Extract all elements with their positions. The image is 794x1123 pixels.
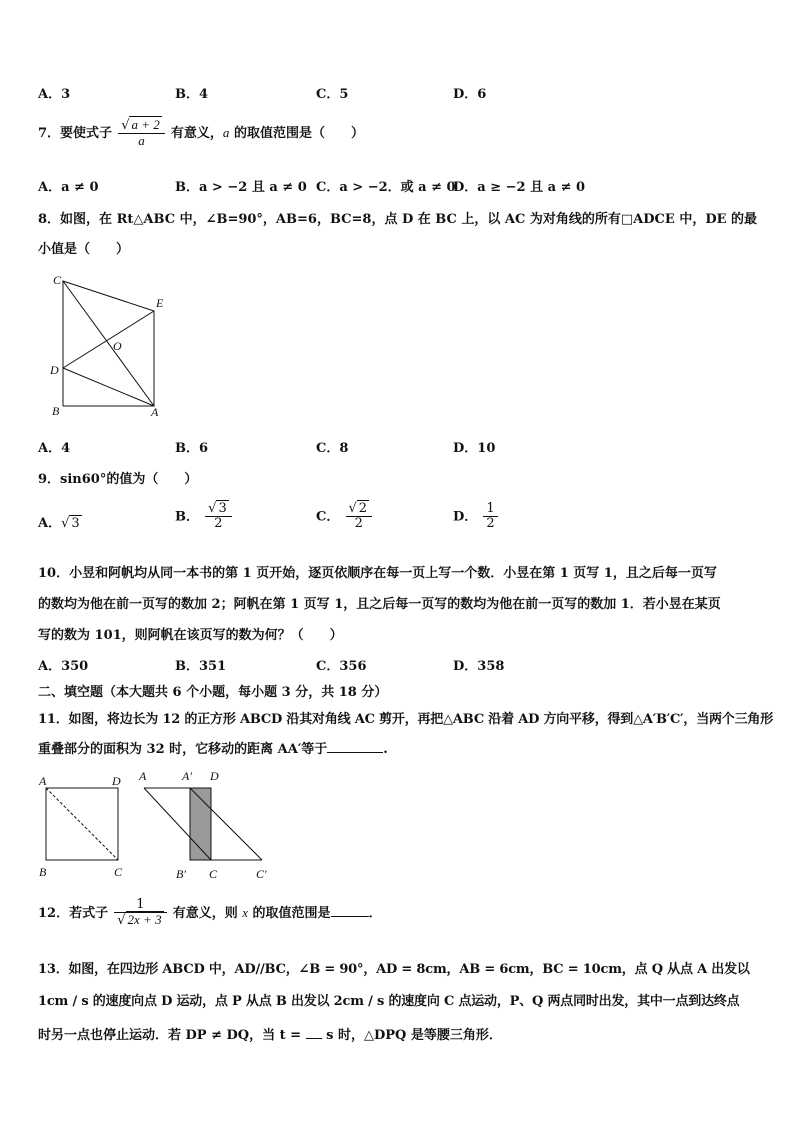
q6-option-a: A．3 — [38, 87, 71, 102]
q8-label-a: A — [151, 405, 159, 419]
q10-line3: 写的数为 101，则阿帆在该页写的数为何？（ ） — [38, 628, 343, 643]
q7-denominator: a — [138, 133, 145, 149]
q9-option-d — [453, 502, 500, 532]
q9-option-a: A．√ 3 — [38, 516, 80, 531]
q7-option-c: C．a > −2．或 a ≠ 0 — [316, 180, 456, 195]
q6-option-d: D．6 — [453, 87, 487, 102]
q10-option-c: C．356 — [316, 659, 367, 674]
q11-fig1-label-b: B — [39, 865, 47, 879]
q11-fig1-label-c: C — [114, 865, 123, 879]
q8-diagonal-de — [63, 311, 154, 368]
section-2-heading: 二、填空题（本大题共 6 个小题，每小题 3 分，共 18 分） — [38, 685, 388, 700]
q7-suffix-a: 有意义， — [170, 125, 223, 141]
q10-option-a: A．350 — [38, 659, 89, 674]
q12-stem — [38, 898, 382, 929]
q9-option-b-label: B． — [175, 509, 199, 525]
q11-answer-blank[interactable] — [327, 752, 383, 753]
q8-label-b: B — [52, 404, 60, 418]
q9-option-d-den: 2 — [486, 516, 495, 532]
q11-fig2-label-b-prime: B′ — [176, 867, 186, 881]
q8-option-b: B．6 — [175, 441, 209, 456]
q13-line1: 13．如图，在四边形 ABCD 中，AD//BC，∠B = 90°，AD = 8cm，AB = 6cm，BC = 10cm，点 Q 从点 A 出发以 — [38, 962, 750, 977]
q9-option-a-label: A． — [38, 516, 62, 531]
q8-label-e: E — [156, 296, 164, 310]
q8-line2: 小值是（ ） — [38, 242, 130, 257]
q8-figure — [45, 270, 175, 420]
q11-fig2-label-a: A — [139, 769, 147, 783]
q11-line2 — [38, 738, 388, 757]
q13-line3-a: 时另一点也停止运动．若 DP ≠ DQ，当 t = — [38, 1028, 306, 1043]
q13-line3 — [38, 1024, 502, 1043]
q6-option-c: C．5 — [316, 87, 349, 102]
q9-option-c-radicand: 2 — [358, 501, 368, 516]
q9-option-c — [316, 502, 374, 532]
q12-prefix: 12．若式子 — [38, 905, 109, 921]
q9-option-c-label: C． — [316, 509, 340, 525]
q11-fig2-label-d: D — [210, 769, 219, 783]
q6-option-b: B．4 — [175, 87, 209, 102]
q8-label-d: D — [50, 363, 59, 377]
q8-option-a: A．4 — [38, 441, 71, 456]
q11-fig1-label-a: A — [39, 774, 47, 788]
q11-line2-end: . — [383, 742, 388, 757]
q9-option-d-label: D． — [453, 509, 478, 525]
q8-label-o: O — [113, 339, 122, 353]
q7-stem — [38, 118, 364, 149]
q8-option-d: D．10 — [453, 441, 496, 456]
q13-line3-b: s 时，△DPQ 是等腰三角形． — [321, 1028, 502, 1043]
q9-option-d-num: 1 — [483, 502, 497, 517]
q11-figures — [34, 766, 284, 886]
q10-option-b: B．351 — [175, 659, 227, 674]
q12-answer-blank[interactable] — [331, 916, 369, 917]
q8-line1: 8．如图，在 Rt△ABC 中，∠B=90°，AB=6，BC=8，点 D 在 BC 上，以 AC 为对角线的所有□ADCE 中，DE 的最 — [38, 212, 758, 227]
q9-option-d-frac — [483, 502, 497, 532]
q12-radicand: 2x + 3 — [127, 912, 162, 928]
q12-suffix-a: 有意义，则 — [172, 905, 243, 921]
q10-option-d: D．358 — [453, 659, 505, 674]
q10-line1: 10．小昱和阿帆均从同一本书的第 1 页开始，逐页依顺序在每一页上写一个数．小昱在第 1 页写 1，且之后每一页写 — [38, 566, 717, 581]
q12-suffix-b: 的取值范围是 — [248, 905, 331, 921]
q12-numerator: 1 — [114, 898, 166, 913]
q9-option-a-radicand: 3 — [71, 516, 80, 531]
q9-option-b-frac: $\frac{√ 3}{2}$ — [205, 502, 232, 532]
q7-prefix: 7．要使式子 — [38, 125, 113, 141]
q7-option-a: A．a ≠ 0 — [38, 180, 99, 195]
q9-option-b-den: 2 — [214, 516, 223, 532]
q7-var: a — [222, 124, 230, 140]
q9-option-b — [175, 502, 234, 532]
q11-fig2-label-c-prime: C′ — [256, 867, 267, 881]
q12-fraction: $\frac{1}{√ 2x + 3}$ — [114, 898, 166, 929]
q11-line1: 11．如图，将边长为 12 的正方形 ABCD 沿其对角线 AC 剪开，再把△ABC 沿着 AD 方向平移，得到△A′B′C′，当两个三角形 — [38, 712, 774, 727]
q13-answer-blank[interactable] — [306, 1038, 322, 1039]
q7-option-d: D．a ≥ −2 且 a ≠ 0 — [453, 180, 586, 195]
q11-fig2-label-c: C — [209, 867, 218, 881]
q13-line2: 1cm / s 的速度向点 D 运动，点 P 从点 B 出发以 2cm / s 的速度向 C 点运动，P、Q 两点同时出发，其中一点到达终点 — [38, 994, 740, 1009]
q8-option-c: C．8 — [316, 441, 349, 456]
q9-stem: 9．sin60°的值为（ ） — [38, 472, 198, 487]
q12-end: ． — [368, 905, 382, 921]
q11-line2-text: 重叠部分的面积为 32 时，它移动的距离 AA′等于 — [38, 742, 328, 757]
q9-option-b-radicand: 3 — [218, 501, 227, 516]
q10-line2: 的数均为他在前一页写的数加 2；阿帆在第 1 页写 1，且之后每一页写的数均为他在前一页写的数加 1．若小昱在某页 — [38, 597, 721, 612]
q7-suffix-b: 的取值范围是（ ） — [229, 125, 364, 141]
q12-var: x — [242, 904, 249, 920]
q9-option-c-frac: $\frac{√ 2}{2}$ — [346, 502, 373, 532]
q9-option-c-den: 2 — [354, 516, 363, 532]
q8-label-c: C — [53, 273, 62, 287]
q7-fraction: $\frac{√ a + 2}{a}$ — [118, 118, 165, 149]
q7-option-b: B．a > −2 且 a ≠ 0 — [175, 180, 307, 195]
q7-radicand: a + 2 — [131, 117, 160, 132]
q11-diagonal-ac — [46, 788, 118, 860]
q11-fig1-label-d: D — [112, 774, 121, 788]
q11-fig2-label-a-prime: A′ — [182, 769, 192, 783]
